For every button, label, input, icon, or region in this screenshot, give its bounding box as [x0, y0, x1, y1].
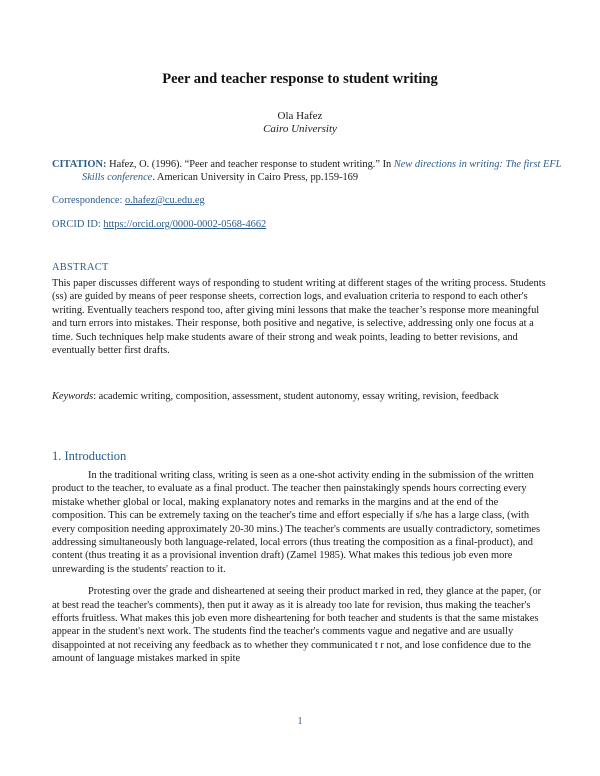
keywords [52, 390, 548, 403]
citation-label: CITATION: [52, 159, 107, 170]
introduction-paragraph-1: In the traditional writing class, writing is seen as a one-shot activity ending in the submission of the written product to the teacher, to evaluate as a final product. The teacher then painstakingly spends hours correcting every mistake whether global or local, making explanatory notes and remarks in the margins and at the end of the composition. This can be extremely taxing on the teacher's time and effort especially if s/he has a large class, (with every composition needing approximately 20-30 mins.) The teacher's comments are usually contradictory, sometimes addressing simultaneously both language-related, local errors (thus treating the composition as a final-product), and content (thus treating it as a provisional invention draft) (Zamel 1985). What makes this tedious job even more unrewarding is the students' reaction to it. [52, 470, 541, 575]
citation-text-after: . American University in Cairo Press, pp.159-169 [152, 172, 359, 184]
orcid-label: ORCID ID: [52, 219, 104, 230]
orcid [52, 218, 548, 231]
correspondence-email-link[interactable]: o.hafez@cu.edu.eg [125, 195, 205, 206]
citation-text-before: Hafez, O. (1996). “Peer and teacher response to student writing.” In [109, 159, 394, 170]
author-affiliation: Cairo University [263, 123, 337, 135]
citation [52, 158, 578, 185]
orcid-link[interactable]: https://orcid.org/0000-0002-0568-4662 [103, 219, 267, 230]
keywords-text: : academic writing, composition, assessment, student autonomy, essay writing, revision, feedback [93, 391, 499, 402]
abstract-text: This paper discusses different ways of responding to student writing at different stages of the writing process. Students (ss) are guided by means of peer response sheets, correction logs, and evaluation criteria to respond to each other's writing. Eventually teachers respond too, after giving mini lessons that make the teacher’s response more meaningful and turn errors into mistakes. Their response, both positive and negative, is selective, addressing only one focus at a time. Such techniques help make students aware of their strong and weak points, leading to better revisions, and eventually better first drafts. [52, 278, 546, 357]
abstract-body [52, 277, 548, 357]
correspondence [52, 194, 548, 207]
author-name: Ola Hafez [277, 110, 323, 122]
keywords-label: Keywords [52, 391, 94, 402]
abstract-heading: ABSTRACT [52, 262, 109, 273]
page-number: 1 [297, 716, 303, 727]
citation-book-title: New directions in writing: The first EFL Skills conference [82, 159, 562, 184]
introduction-paragraph-2: Protesting over the grade and disheartened at seeing their product marked in red, they glance at the paper, (or at best read the teacher's comments), then put it away as it is already too late for revision, thus making the teacher's efforts fruitless. What makes this job even more disheartening for both teacher and students is that the same mistakes appear in the student's next work. The students find the teacher's comments vague and negative and are usually disappointed at not receiving any feedback as to whether they communicated t r not, and lose confidence due to the amount of language mistakes marked in spite [52, 586, 542, 665]
introduction-heading: 1. Introduction [52, 449, 127, 463]
correspondence-label: Correspondence: [52, 195, 125, 206]
paper-title: Peer and teacher response to student writing [162, 71, 438, 87]
introduction-body [52, 469, 548, 666]
